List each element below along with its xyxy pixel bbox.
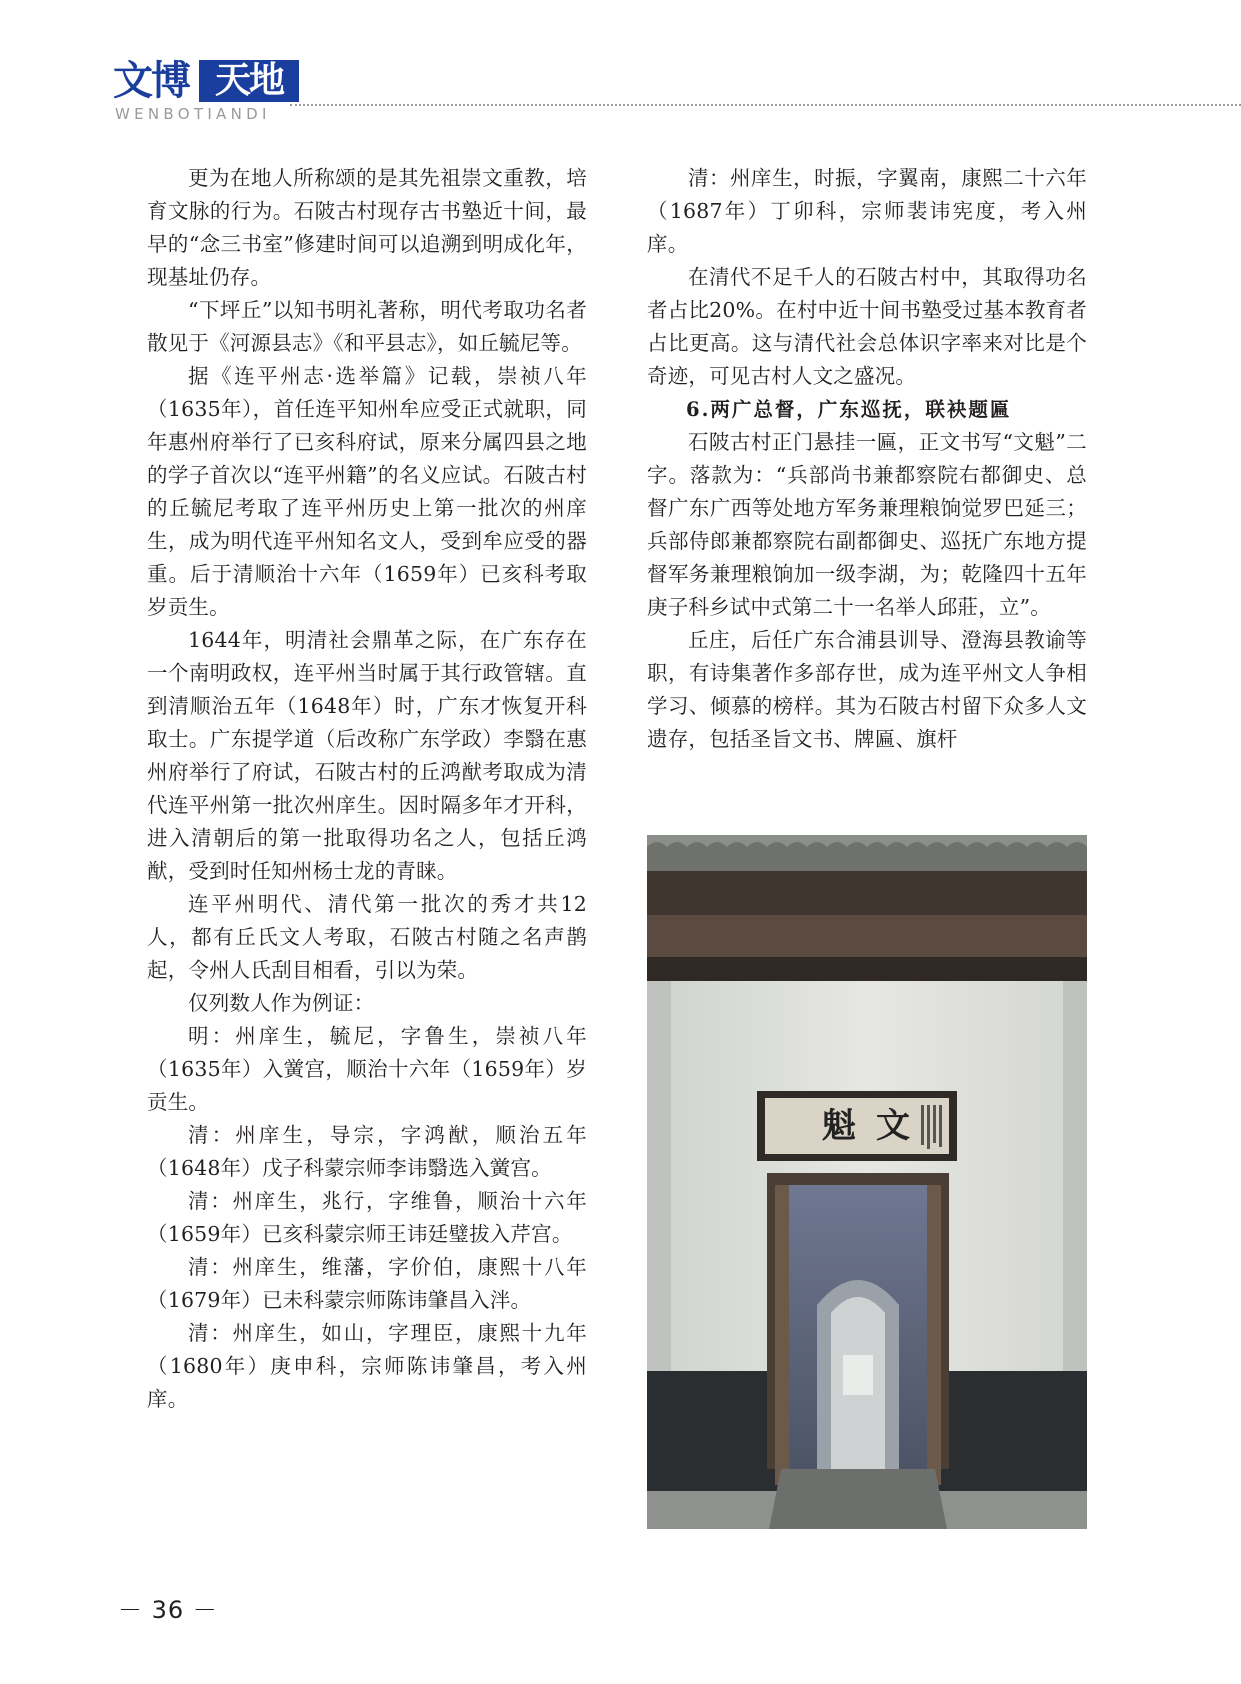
masthead-subtitle: WENBOTIANDI bbox=[115, 105, 271, 123]
left-paragraph: 连平州明代、清代第一批次的秀才共12人，都有丘氏文人考取，石陂古村随之名声鹊起，令州人氏刮目相看，引以为荣。 bbox=[147, 892, 587, 982]
masthead-title-wenbo: 文博 bbox=[113, 58, 189, 104]
left-paragraph: 明：州庠生，毓尼，字鲁生，崇祯八年（1635年）入黉宫，顺治十六年（1659年）岁贡生。 bbox=[147, 1024, 587, 1114]
plaque-char-kui: 魁 bbox=[822, 1106, 856, 1146]
left-paragraph: 清：州庠生，维藩，字价伯，康熙十八年（1679年）已未科蒙宗师陈讳肇昌入泮。 bbox=[147, 1255, 587, 1312]
section-subheading: 6.两广总督，广东巡抚，联袂题匾 bbox=[686, 398, 1012, 421]
plaque-char-wen: 文 bbox=[876, 1106, 910, 1146]
left-column bbox=[147, 162, 587, 1416]
masthead-title-tiandi: 天地 bbox=[199, 60, 299, 102]
left-paragraph: 据《连平州志·选举篇》记载，崇祯八年（1635年），首任连平知州牟应受正式就职，同年惠州府举行了已亥科府试，原来分属四县之地的学子首次以“连平州籍”的名义应试。石陂古村的丘毓尼考取了连平州历史上第一批次的州庠生，成为明代连平州知名文人，受到牟应受的器重。后于清顺治十六年（1659年）已亥科考取岁贡生。 bbox=[147, 364, 587, 619]
page-number: － 36 － bbox=[118, 1596, 218, 1624]
gate-photo-illustration bbox=[647, 835, 1087, 1529]
left-paragraph: 1644年，明清社会鼎革之际，在广东存在一个南明政权，连平州当时属于其行政管辖。直到清顺治五年（1648年）时，广东才恢复开科取士。广东提学道（后改称广东学政）李翳在惠州府举行了府试，石陂古村的丘鸿猷考取成为清代连平州第一批次州庠生。因时隔多年才开科，进入清朝后的第一批取得功名之人，包括丘鸿猷，受到时任知州杨士龙的青睐。 bbox=[147, 628, 587, 883]
header-dotted-rule bbox=[290, 104, 1241, 106]
right-paragraph: 石陂古村正门悬挂一匾，正文书写“文魁”二字。落款为：“兵部尚书兼都察院右都御史、总督广东广西等处地方军务兼理粮饷觉罗巴延三；兵部侍郎兼都察院右副都御史、巡抚广东地方提督军务兼理粮饷加一级李湖，为；乾隆四十五年庚子科乡试中式第二十一名举人邱莊，立”。 bbox=[647, 430, 1087, 619]
left-paragraph: “下坪丘”以知书明礼著称，明代考取功名者散见于《河源县志》《和平县志》，如丘毓尼等。 bbox=[147, 298, 587, 355]
left-paragraph: 清：州庠生，导宗，字鸿猷，顺治五年（1648年）戊子科蒙宗师李讳翳选入黉宫。 bbox=[147, 1123, 587, 1180]
right-paragraph: 丘庄，后任广东合浦县训导、澄海县教谕等职，有诗集著作多部存世，成为连平州文人争相学习、倾慕的榜样。其为石陂古村留下众多人文遗存，包括圣旨文书、牌匾、旗杆 bbox=[647, 628, 1087, 751]
right-paragraph: 在清代不足千人的石陂古村中，其取得功名者占比20%。在村中近十间书塾受过基本教育者占比更高。这与清代社会总体识字率来对比是个奇迹，可见古村人文之盛况。 bbox=[647, 265, 1087, 388]
left-paragraph: 清：州庠生，兆行，字维鲁，顺治十六年（1659年）已亥科蒙宗师王讳廷璧拔入芹宫。 bbox=[147, 1189, 587, 1246]
left-paragraph: 清：州庠生，如山，字理臣，康熙十九年（1680年）庚申科，宗师陈讳肇昌，考入州庠。 bbox=[147, 1321, 587, 1411]
left-paragraph: 仅列数人作为例证： bbox=[188, 991, 375, 1015]
right-paragraph: 清：州庠生，时振，字翼南，康熙二十六年（1687年）丁卯科，宗师裴讳宪度，考入州庠。 bbox=[647, 166, 1087, 256]
right-column bbox=[647, 162, 1087, 756]
left-paragraph: 更为在地人所称颂的是其先祖崇文重教，培育文脉的行为。石陂古村现存古书塾近十间，最早的“念三书室”修建时间可以追溯到明成化年，现基址仍存。 bbox=[147, 166, 587, 289]
gate-photo bbox=[647, 835, 1087, 1529]
